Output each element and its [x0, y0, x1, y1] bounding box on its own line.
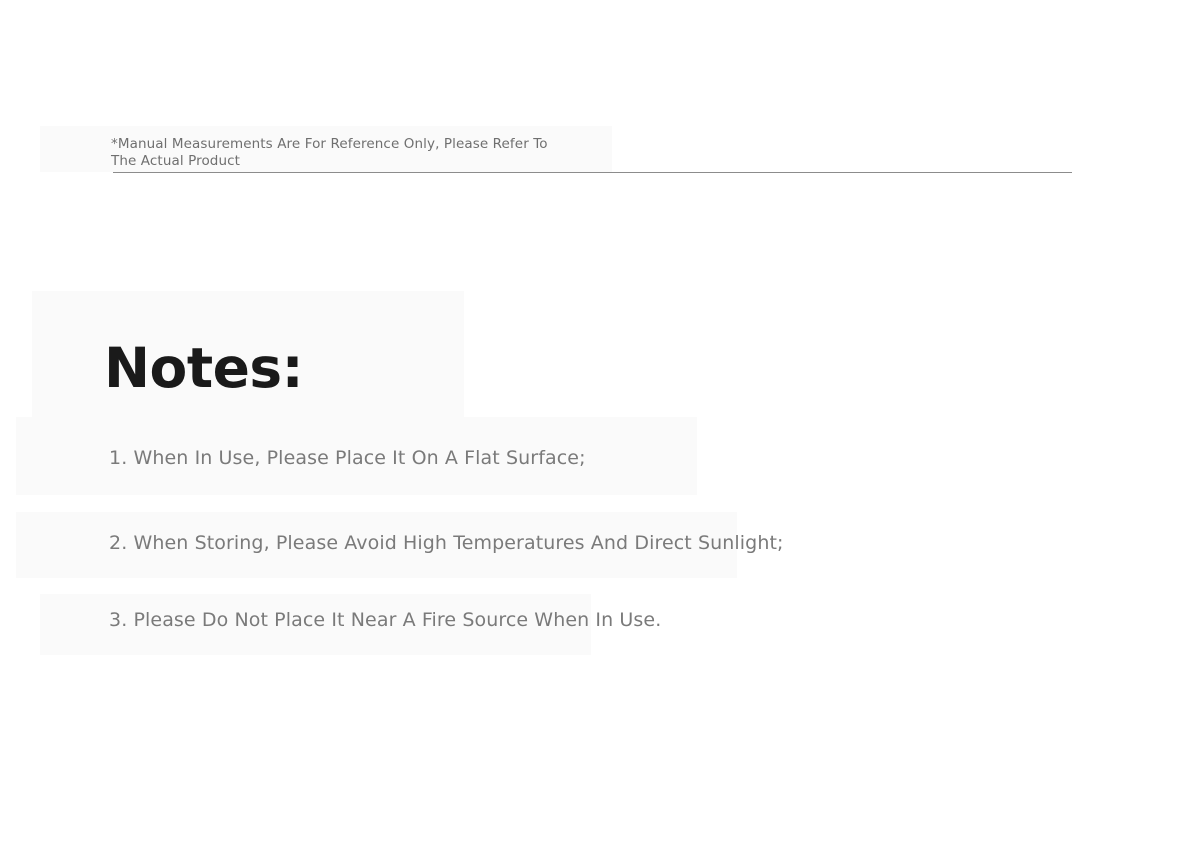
notes-heading: Notes: — [104, 336, 304, 400]
note-item: 1. When In Use, Please Place It On A Flat Surface; — [109, 447, 586, 469]
disclaimer-block — [0, 126, 1200, 184]
horizontal-divider — [113, 172, 1072, 173]
note-item: 2. When Storing, Please Avoid High Temperatures And Direct Sunlight; — [109, 532, 784, 554]
note-item: 3. Please Do Not Place It Near A Fire Source When In Use. — [109, 609, 662, 631]
disclaimer-text: *Manual Measurements Are For Reference Only, Please Refer To The Actual Product — [111, 136, 548, 169]
